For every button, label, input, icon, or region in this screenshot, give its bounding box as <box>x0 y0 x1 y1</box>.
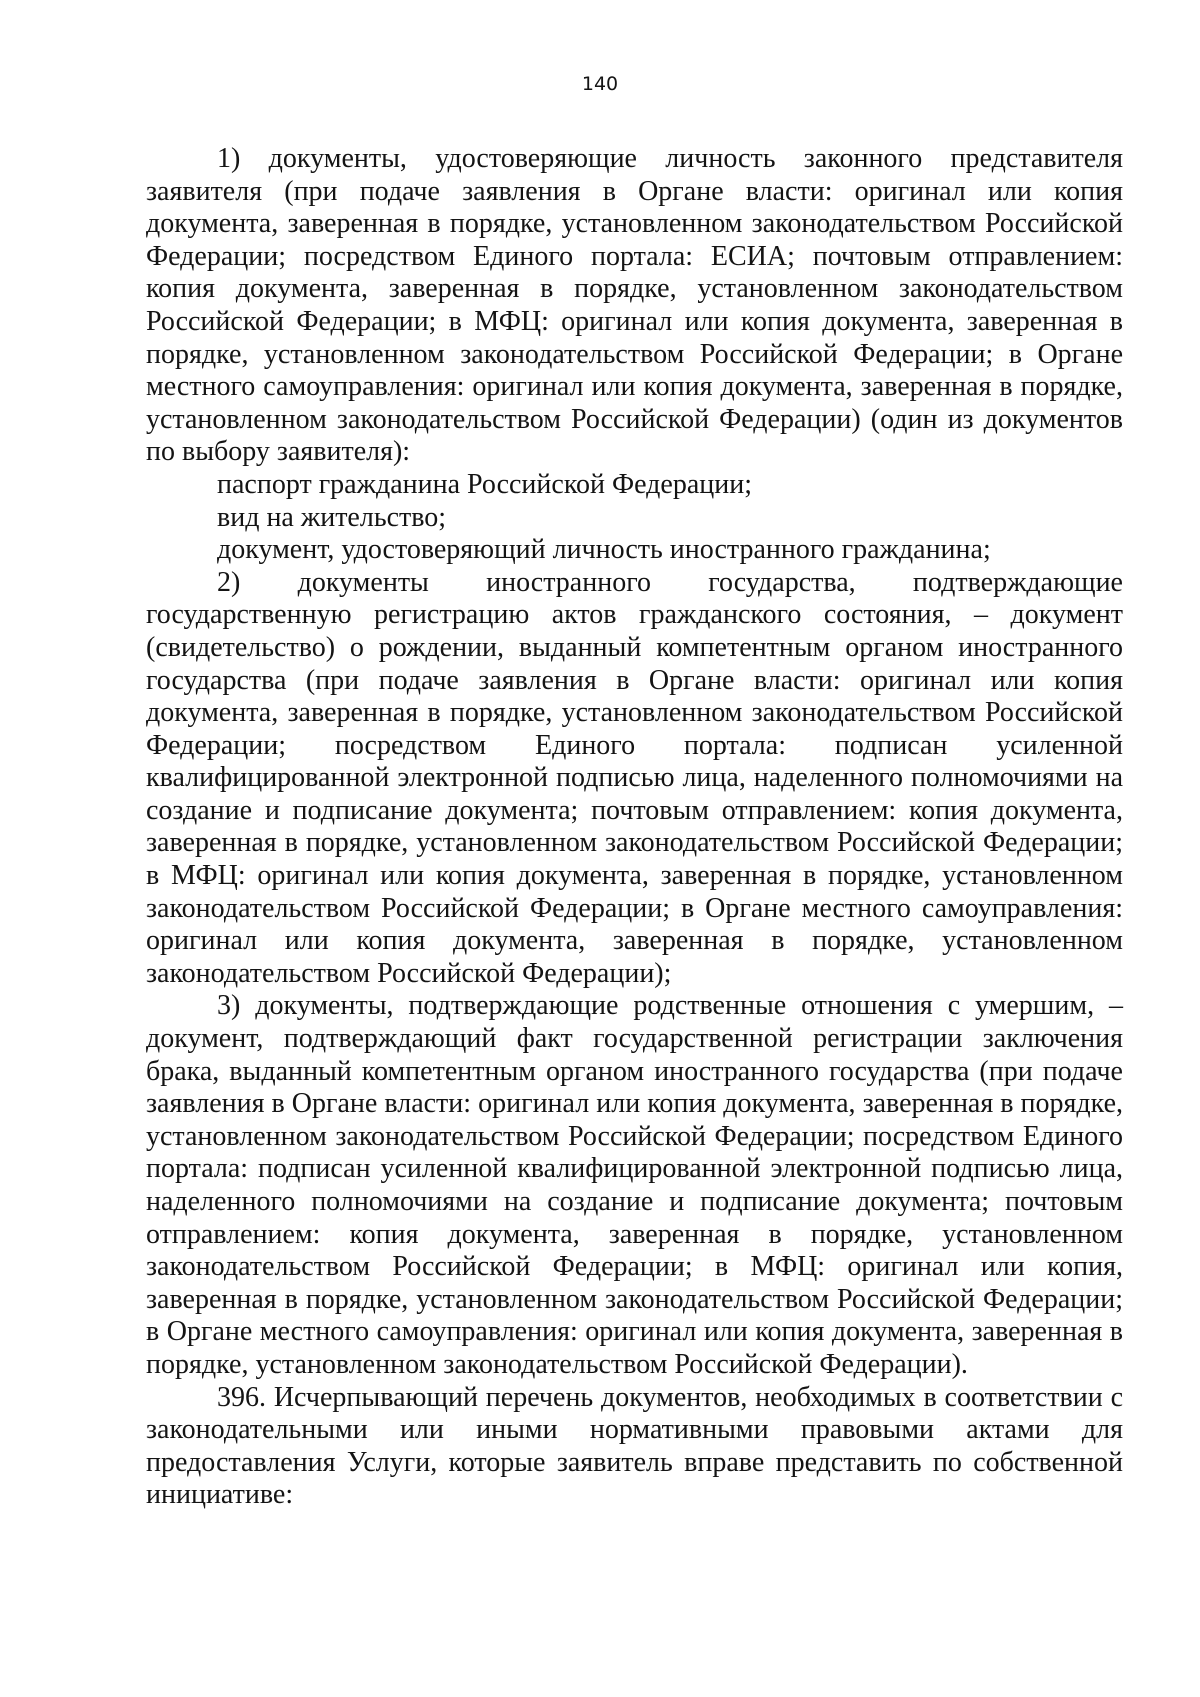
list-item-foreign-id: документ, удостоверяющий личность иностранного гражданина; <box>217 534 991 566</box>
document-body <box>146 143 1123 1512</box>
paragraph-item-1-representative-documents: 1) документы, удостоверяющие личность законного представителя заявителя (при подаче заявления в Органе власти: оригинал или копия документа, заверенная в порядке, установленном законодательством Российской Федерации; посредством Единого портала: ЕСИА; почтовым отправлением: копия документа, заверенная в порядке, установленном законодательством Российской Федерации; в МФЦ: оригинал или копия документа, заверенная в порядке, установленном законодательством Российской Федерации; в Органе местного самоуправления: оригинал или копия документа, заверенная в порядке, установленном законодательством Российской Федерации) (один из документов по выбору заявителя): <box>146 143 1123 468</box>
list-item-passport: паспорт гражданина Российской Федерации; <box>217 468 753 500</box>
paragraph-item-3-kinship-documents: 3) документы, подтверждающие родственные отношения с умершим, – документ, подтверждающий факт государственной регистрации заключения брака, выданный компетентным органом иностранного государства (при подаче заявления в Органе власти: оригинал или копия документа, заверенная в порядке, установленном законодательством Российской Федерации; посредством Единого портала: подписан усиленной квалифицированной электронной подписью лица, наделенного полномочиями на создание и подписание документа; почтовым отправлением: копия документа, заверенная в порядке, установленном законодательством Российской Федерации; в МФЦ: оригинал или копия, заверенная в порядке, установленном законодательством Российской Федерации; в Органе местного самоуправления: оригинал или копия документа, заверенная в порядке, установленном законодательством Российской Федерации). <box>146 990 1123 1380</box>
paragraph-item-2-foreign-civil-registration: 2) документы иностранного государства, подтверждающие государственную регистрацию актов гражданского состояния, – документ (свидетельство) о рождении, выданный компетентным органом иностранного государства (при подаче заявления в Органе власти: оригинал или копия документа, заверенная в порядке, установленном законодательством Российской Федерации; посредством Единого портала: подписан усиленной квалифицированной электронной подписью лица, наделенного полномочиями на создание и подписание документа; почтовым отправлением: копия документа, заверенная в порядке, установленном законодательством Российской Федерации; в МФЦ: оригинал или копия документа, заверенная в порядке, установленном законодательством Российской Федерации; в Органе местного самоуправления: оригинал или копия документа, заверенная в порядке, установленном законодательством Российской Федерации); <box>146 566 1123 989</box>
paragraph-section-396: 396. Исчерпывающий перечень документов, необходимых в соответствии с законодательными или иными нормативными правовыми актами для предоставления Услуги, которые заявитель вправе представить по собственной инициативе: <box>146 1381 1123 1511</box>
list-item-residence-permit: вид на жительство; <box>217 501 447 533</box>
page-number: 140 <box>581 73 619 95</box>
